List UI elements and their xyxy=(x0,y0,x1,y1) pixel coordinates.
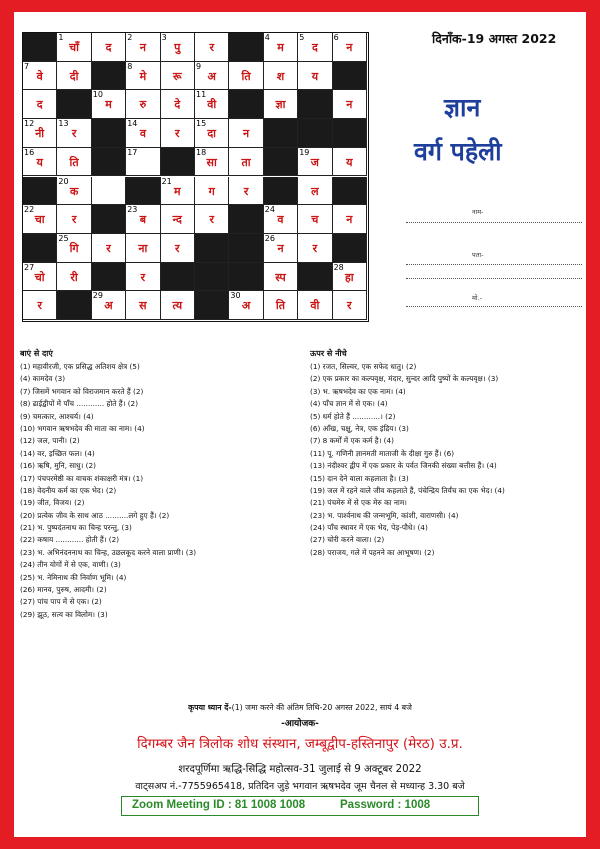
down-clue: (13) नंदीश्वर द्वीप में एक प्रकार के पर्वत जिनकी संख्या बत्तीस हैं। (4) xyxy=(310,461,497,471)
grid-cell[interactable] xyxy=(298,177,332,206)
cell-number: 13 xyxy=(58,119,69,129)
grid-cell[interactable] xyxy=(298,234,332,263)
grid-cell[interactable] xyxy=(229,291,263,320)
down-clue: (15) दान देने वाला कहलाता है। (3) xyxy=(310,473,409,483)
grid-cell[interactable] xyxy=(126,291,160,320)
grid-cell[interactable] xyxy=(92,291,126,320)
address-field-line-2[interactable] xyxy=(406,278,582,279)
across-clue: (8) ढाईद्वीपों में पाँच ............ होते हैं। (2) xyxy=(20,399,139,409)
grid-block xyxy=(229,263,263,292)
cell-letter: दी xyxy=(69,69,79,83)
cell-letter: व xyxy=(277,213,284,227)
cell-letter: र xyxy=(71,213,77,227)
cell-letter: दा xyxy=(207,127,217,141)
down-clue: (19) जल में रहने वाले जीव कहलाते हैं, पंचेन्द्रिय तिर्यंच का एक भेद। (4) xyxy=(310,485,505,495)
grid-cell[interactable] xyxy=(333,148,367,177)
mobile-field[interactable] xyxy=(406,306,582,307)
grid-cell[interactable] xyxy=(126,234,160,263)
grid-block xyxy=(161,263,195,292)
across-clue: (12) जल, पानी। (2) xyxy=(20,436,80,446)
grid-cell[interactable] xyxy=(92,90,126,119)
cell-letter: न xyxy=(346,41,353,54)
grid-cell[interactable] xyxy=(229,148,263,177)
cell-letter: न्द xyxy=(172,213,182,227)
cell-number: 10 xyxy=(92,90,103,100)
cell-letter: स्प xyxy=(275,270,286,284)
grid-cell[interactable] xyxy=(57,177,91,206)
cell-letter: ति xyxy=(275,299,286,313)
down-clue: (7) 8 कर्मों में एक कर्म है। (4) xyxy=(310,436,395,446)
notice-text: (1) जमा करने की अंतिम तिथि-20 अगस्त 2022, सायं 4 बजे xyxy=(231,703,412,712)
grid-cell[interactable] xyxy=(57,148,91,177)
grid-cell[interactable] xyxy=(23,62,57,91)
cell-letter: वी xyxy=(207,98,217,112)
cell-letter: र xyxy=(209,41,214,54)
puzzle-date: दिनाँक-19 अगस्त 2022 xyxy=(432,31,557,46)
cell-number: 12 xyxy=(24,119,35,129)
cell-number: 2 xyxy=(127,33,133,42)
across-clue: (22) कषाय ............ होती हैं। (2) xyxy=(20,535,120,545)
grid-cell[interactable] xyxy=(161,90,195,119)
cell-letter: र xyxy=(140,270,146,284)
grid-cell[interactable] xyxy=(333,263,367,292)
across-clue: (19) जीत, विजय। (2) xyxy=(20,498,85,508)
cell-letter: य xyxy=(311,69,319,83)
grid-block xyxy=(23,177,57,206)
across-clue: (4) कामदेव (3) xyxy=(20,374,66,384)
title-line-1: ज्ञान xyxy=(444,93,481,122)
cell-number: 21 xyxy=(161,176,172,186)
grid-cell[interactable] xyxy=(298,205,332,234)
down-clue: (11) पू. गणिनी ज्ञानमती माताजी के दीक्षा गुरु हैं। (6) xyxy=(310,448,455,458)
grid-cell[interactable] xyxy=(264,33,298,62)
grid-cell[interactable] xyxy=(161,119,195,148)
notice-label: कृपया ध्यान दें- xyxy=(188,703,232,712)
cell-letter: ता xyxy=(241,155,251,169)
crossword-grid xyxy=(22,32,369,322)
cell-letter: ग xyxy=(208,184,215,198)
grid-block xyxy=(264,177,298,206)
grid-cell[interactable] xyxy=(126,263,160,292)
down-clue: (28) पराजय, गले में पहनने का आभूषण। (2) xyxy=(310,547,435,557)
grid-cell[interactable] xyxy=(264,234,298,263)
grid-cell[interactable] xyxy=(23,263,57,292)
cell-number: 17 xyxy=(127,147,138,157)
grid-cell[interactable] xyxy=(92,33,126,62)
across-clue: (24) तीन योगों में से एक, वाणी। (3) xyxy=(20,560,121,570)
cell-letter: द xyxy=(311,41,318,54)
cell-number: 8 xyxy=(127,61,133,71)
across-clue: (23) भ. अभिनंदननाथ का चिन्ह, उछलकूद करने वाला प्राणी। (3) xyxy=(20,547,197,557)
down-clue: (23) भ. पार्श्वनाथ की जन्मभूमि, कांशी, वाराणसी। (4) xyxy=(310,510,459,520)
cell-letter: य xyxy=(36,155,43,169)
grid-cell[interactable] xyxy=(195,205,229,234)
cell-letter: त्य xyxy=(172,299,183,313)
cell-letter: न xyxy=(346,98,353,112)
grid-cell[interactable] xyxy=(57,234,91,263)
grid-block xyxy=(57,291,91,320)
down-clue: (1) रजत, सिल्वर, एक सफेद धातु। (2) xyxy=(310,362,417,371)
grid-cell[interactable] xyxy=(23,205,57,234)
grid-cell[interactable] xyxy=(229,62,263,91)
across-clue: (16) ऋषि, मुनि, साधु। (2) xyxy=(20,461,96,471)
cell-letter: पु xyxy=(174,41,181,54)
across-clue: (18) वेदनीय कर्म का एक भेद। (2) xyxy=(20,485,117,495)
cell-letter: ति xyxy=(241,69,251,83)
cell-number: 25 xyxy=(58,233,69,243)
grid-cell[interactable] xyxy=(298,148,332,177)
grid-cell[interactable] xyxy=(161,33,195,62)
down-clue: (5) धर्म होते हैं ............। (2) xyxy=(310,411,396,421)
grid-cell[interactable] xyxy=(57,62,91,91)
across-clue: (25) भ. नेमिनाथ की निर्वाण भूमि। (4) xyxy=(20,572,127,582)
cell-letter: ति xyxy=(69,155,79,169)
cell-letter: श xyxy=(276,69,285,83)
grid-cell[interactable] xyxy=(298,62,332,91)
grid-block xyxy=(92,119,126,148)
cell-number: 1 xyxy=(58,33,64,42)
cell-letter: र xyxy=(312,241,318,255)
cell-letter: च xyxy=(311,213,319,227)
across-clue: (7) जिसमें भगवान को विराजमान करते हैं (2) xyxy=(20,386,144,396)
across-clue: (21) भ. पुष्पदंतनाथ का चिन्ह परन्तु, (3) xyxy=(20,523,132,533)
grid-cell[interactable] xyxy=(195,62,229,91)
festival-info: शरदपूर्णिमा ऋद्धि-सिद्धि महोत्सव-31 जुलाई से 9 अक्टूबर 2022 xyxy=(178,764,422,775)
cell-letter: रु xyxy=(139,98,147,112)
grid-block xyxy=(23,234,57,263)
cell-letter: दे xyxy=(174,98,181,112)
grid-block xyxy=(333,119,367,148)
cell-letter: र xyxy=(209,213,214,227)
grid-block xyxy=(298,90,332,119)
grid-block xyxy=(195,234,229,263)
across-clue: (14) वर, इच्छित फल। (4) xyxy=(20,448,95,458)
grid-cell[interactable] xyxy=(57,205,91,234)
cell-number: 16 xyxy=(24,147,35,157)
grid-cell[interactable] xyxy=(92,234,126,263)
grid-block xyxy=(195,263,229,292)
notice xyxy=(14,703,586,713)
grid-cell[interactable] xyxy=(23,148,57,177)
cell-letter: रू xyxy=(173,69,182,83)
cell-letter: द xyxy=(105,41,112,54)
cell-letter: न xyxy=(243,127,250,141)
grid-cell[interactable] xyxy=(264,263,298,292)
grid-cell[interactable] xyxy=(264,291,298,320)
across-clue: (29) झूठ, सत्य का विलोम। (3) xyxy=(20,609,108,619)
across-clue: (20) प्रत्येक जीव के साथ आठ ..........लगे हुए हैं। (2) xyxy=(20,510,170,520)
cell-letter: गि xyxy=(69,241,79,255)
grid-cell[interactable] xyxy=(57,119,91,148)
grid-cell[interactable] xyxy=(57,33,91,62)
grid-cell[interactable] xyxy=(333,205,367,234)
cell-letter: र xyxy=(243,184,249,198)
grid-cell[interactable] xyxy=(195,177,229,206)
grid-cell[interactable] xyxy=(195,90,229,119)
cell-number: 26 xyxy=(264,233,275,243)
grid-block xyxy=(23,33,57,62)
down-clue: (24) पाँच स्थावर में एक भेद, पेड़-पौधे। (4) xyxy=(310,523,428,533)
grid-cell[interactable] xyxy=(23,90,57,119)
grid-cell[interactable] xyxy=(264,90,298,119)
cell-number: 6 xyxy=(333,33,339,42)
grid-block xyxy=(229,234,263,263)
cell-letter: न xyxy=(139,41,146,54)
cell-number: 3 xyxy=(161,33,167,42)
cell-letter: र xyxy=(175,127,180,141)
cell-number: 15 xyxy=(196,119,207,129)
down-clue: (4) पाँच ज्ञान में से एक। (4) xyxy=(310,399,388,409)
zoom-password: Password : 1008 xyxy=(340,799,431,811)
cell-number: 29 xyxy=(92,291,103,301)
grid-block xyxy=(161,148,195,177)
cell-number: 23 xyxy=(127,205,138,215)
cell-letter: वी xyxy=(310,299,320,313)
grid-block xyxy=(298,119,332,148)
grid-block xyxy=(333,62,367,91)
grid-cell[interactable] xyxy=(126,90,160,119)
cell-letter: सा xyxy=(206,155,217,169)
across-clue: (17) पंचपरमेष्ठी का वाचक शंकाक्षरी मंत्र। (1) xyxy=(20,473,144,483)
cell-letter: र xyxy=(106,241,111,255)
zoom-meeting-id: Zoom Meeting ID : 81 1008 1008 xyxy=(132,799,306,811)
down-clue: (21) पंचमेरु में से एक मेरु का नाम। xyxy=(310,498,407,508)
cell-letter: चो xyxy=(34,270,45,284)
grid-cell[interactable] xyxy=(264,205,298,234)
grid-cell[interactable] xyxy=(161,205,195,234)
cell-letter: अ xyxy=(104,299,113,313)
grid-block xyxy=(57,90,91,119)
cell-letter: री xyxy=(70,270,78,284)
cell-number: 20 xyxy=(58,176,69,186)
zoom-box xyxy=(121,796,479,816)
organizer-label: -आयोजक- xyxy=(281,719,319,729)
cell-letter: अ xyxy=(241,299,251,313)
cell-letter: मे xyxy=(139,69,147,83)
grid-cell[interactable] xyxy=(264,62,298,91)
grid-block xyxy=(229,90,263,119)
cell-number: 28 xyxy=(333,262,344,272)
grid-cell[interactable] xyxy=(298,291,332,320)
cell-letter: म xyxy=(174,184,181,198)
cell-letter: नी xyxy=(35,127,45,141)
grid-block xyxy=(195,291,229,320)
cell-letter: व xyxy=(139,127,146,141)
grid-block xyxy=(92,62,126,91)
cell-letter: ना xyxy=(138,241,148,255)
cell-letter: ज्ञा xyxy=(275,98,286,112)
cell-letter: न xyxy=(277,241,284,255)
grid-block xyxy=(333,177,367,206)
organizer-name: दिगम्बर जैन त्रिलोक शोध संस्थान, जम्बूद्वीप-हस्तिनापुर (मेरठ) उ.प्र. xyxy=(137,736,463,752)
cell-number: 11 xyxy=(196,90,207,100)
cell-letter: ल xyxy=(311,184,319,198)
cell-letter: य xyxy=(346,155,353,169)
cell-number: 27 xyxy=(24,262,35,272)
grid-cell[interactable] xyxy=(23,291,57,320)
mobile-label: मो.- xyxy=(472,294,482,302)
across-clue: (27) पांच पाप में से एक। (2) xyxy=(20,597,102,607)
cell-number: 18 xyxy=(196,147,207,157)
cell-letter: चाँ xyxy=(69,41,79,54)
grid-block xyxy=(264,148,298,177)
down-clue: (3) भ. ऋषभदेव का एक नाम। (4) xyxy=(310,386,406,396)
grid-block xyxy=(229,205,263,234)
cell-number: 7 xyxy=(24,61,30,71)
whatsapp-info: वाट्सअप नं.-7755965418, प्रतिदिन जुड़े भगवान ऋषभदेव जूम चैनल से मध्यान्ह 3.30 बजे xyxy=(135,781,465,792)
grid-cell[interactable] xyxy=(333,291,367,320)
cell-number: 9 xyxy=(196,61,202,71)
cell-letter: न xyxy=(346,213,353,227)
cell-letter: वे xyxy=(36,69,43,83)
grid-cell[interactable] xyxy=(23,119,57,148)
title-line-2: वर्ग पहेली xyxy=(414,137,502,166)
grid-block xyxy=(298,263,332,292)
grid-block xyxy=(126,177,160,206)
cell-letter: र xyxy=(37,299,42,313)
down-clue: (27) चोरी करने वाला। (2) xyxy=(310,535,385,545)
grid-cell[interactable] xyxy=(161,291,195,320)
grid-cell[interactable] xyxy=(126,205,160,234)
cell-letter: ज xyxy=(310,155,319,169)
grid-cell[interactable] xyxy=(229,177,263,206)
cell-letter: ब xyxy=(139,213,147,227)
puzzle-sheet xyxy=(14,12,586,837)
name-label: नाम- xyxy=(472,208,484,216)
grid-cell[interactable] xyxy=(195,148,229,177)
cell-letter: स xyxy=(139,299,147,313)
grid-cell[interactable] xyxy=(229,119,263,148)
down-heading: ऊपर से नीचे xyxy=(310,349,347,358)
cell-letter: म xyxy=(105,98,112,112)
cell-number: 24 xyxy=(264,205,275,215)
grid-cell[interactable] xyxy=(126,33,160,62)
cell-letter: र xyxy=(175,241,180,255)
grid-cell[interactable] xyxy=(161,177,195,206)
cell-number: 14 xyxy=(127,119,138,129)
grid-cell[interactable] xyxy=(333,33,367,62)
grid-cell[interactable] xyxy=(57,263,91,292)
grid-block xyxy=(92,263,126,292)
across-clue: (9) चमत्कार, आश्चर्य। (4) xyxy=(20,411,94,421)
address-label: पता- xyxy=(472,251,484,259)
grid-cell[interactable] xyxy=(126,119,160,148)
down-clues xyxy=(310,361,505,559)
grid-cell[interactable] xyxy=(126,62,160,91)
cell-letter: अ xyxy=(207,69,216,83)
cell-number: 5 xyxy=(299,33,305,42)
grid-block xyxy=(264,119,298,148)
grid-cell[interactable] xyxy=(298,33,332,62)
address-field[interactable] xyxy=(406,264,582,265)
grid-cell[interactable] xyxy=(161,62,195,91)
name-field[interactable] xyxy=(406,222,582,223)
cell-letter: म xyxy=(277,41,284,54)
grid-block xyxy=(333,234,367,263)
cell-number: 22 xyxy=(24,205,35,215)
grid-cell[interactable] xyxy=(333,90,367,119)
grid-cell[interactable] xyxy=(161,234,195,263)
cell-letter: चा xyxy=(34,213,45,227)
across-clue: (1) महावीरजी, एक प्रसिद्ध अतिशय क्षेत्र (5) xyxy=(20,362,140,371)
cell-number: 19 xyxy=(299,147,310,157)
across-clues xyxy=(20,361,196,621)
down-clue: (2) एक प्रकार का कल्पवृक्ष, मंदार, सुन्दर आदि पुष्पों के कल्पवृक्ष। (3) xyxy=(310,374,499,384)
grid-block xyxy=(92,205,126,234)
down-clue: (6) आँख, चक्षु, नेत्र, एक इंद्रिय। (3) xyxy=(310,423,409,433)
across-heading: बाएं से दाएं xyxy=(20,349,53,358)
grid-cell[interactable] xyxy=(195,119,229,148)
across-clue: (26) मानव, पुरुष, आदमी। (2) xyxy=(20,585,107,595)
cell-letter: हा xyxy=(344,270,354,284)
grid-block xyxy=(229,33,263,62)
grid-cell[interactable] xyxy=(126,148,160,177)
across-clue: (10) भगवान ऋषभदेव की माता का नाम। (4) xyxy=(20,423,145,433)
cell-letter: र xyxy=(71,127,77,141)
grid-cell[interactable] xyxy=(92,177,126,206)
cell-number: 30 xyxy=(230,291,241,301)
grid-cell[interactable] xyxy=(195,33,229,62)
cell-letter: द xyxy=(36,98,43,112)
cell-number: 4 xyxy=(264,33,270,42)
cell-letter: र xyxy=(347,299,352,313)
grid-block xyxy=(92,148,126,177)
cell-letter: क xyxy=(69,184,79,198)
